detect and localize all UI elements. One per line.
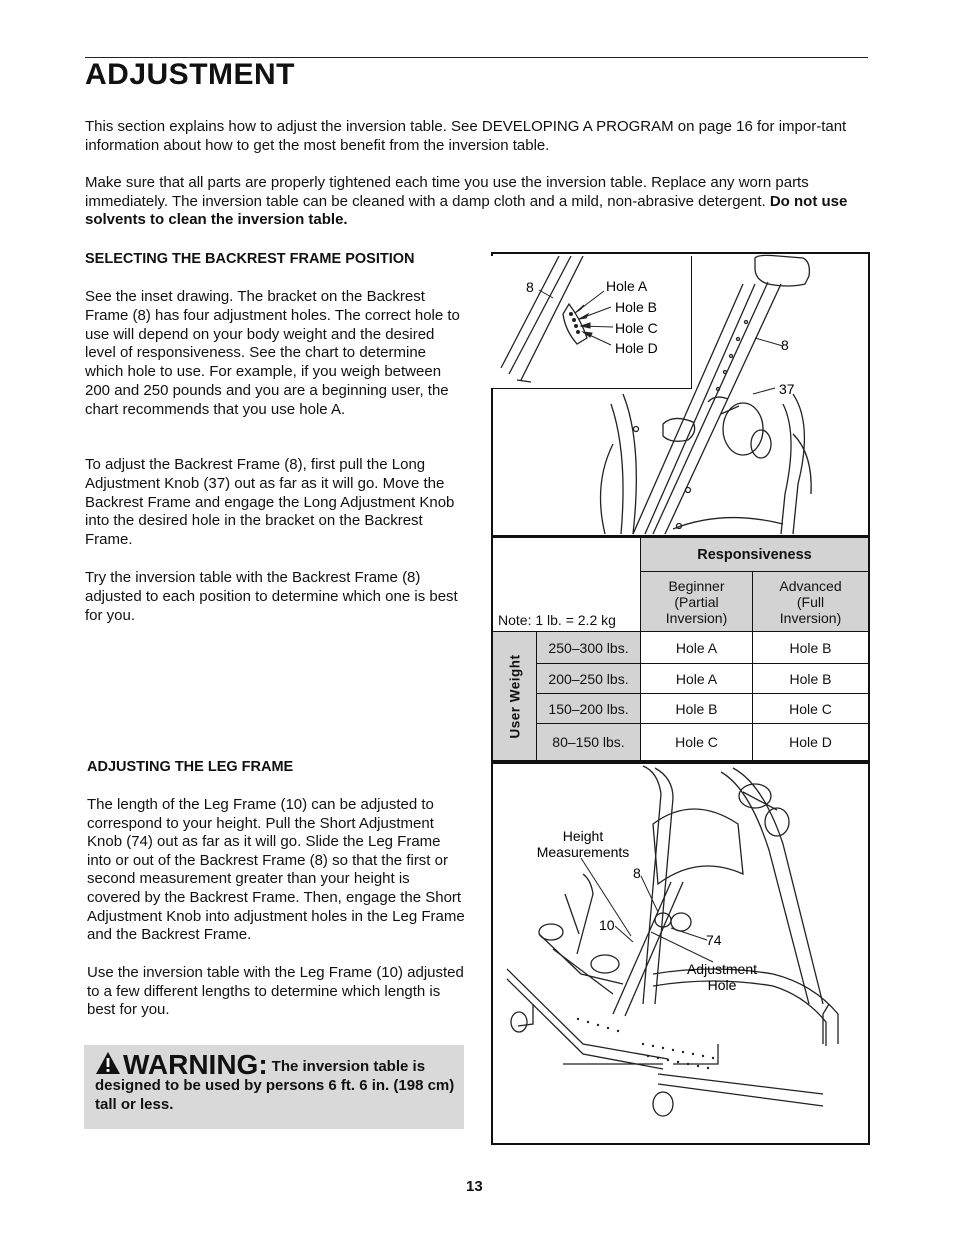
page-number: 13 [466,1178,483,1195]
intro-p2-bold: Do not use solvents to clean the inversion table. [85,192,848,229]
col-beginner-line2: (Partial [674,593,719,610]
row-1-beginner: Hole A [641,632,753,664]
col-advanced-line2: (Full [796,593,825,610]
responsiveness-chart [491,536,870,762]
row-1-weight: 250–300 lbs. [537,632,641,664]
backrest-paragraph-2: To adjust the Backrest Frame (8), first pull the Long Adjustment Knob (37) out as far as it will go. Move the Backrest Frame and engage the Long Adjustment Knob into the desired hole in the bracket on the Backrest Frame. [85,456,455,549]
col-beginner-line3: Inversion) [665,609,728,626]
backrest-paragraph-1: See the inset drawing. The bracket on the Backrest Frame (8) has four adjustment holes. The correct hole to use will depend on your body weight and the desired level of responsiveness. See the chart to determine which hole to use. For example, if you weigh between 200 and 250 pounds and you are a beginning user, the chart recommends that you use hole A. [85,288,460,418]
label-part-10: 10 [599,917,615,933]
leg-frame-illustration [493,764,868,1143]
leg-paragraph-1: The length of the Leg Frame (10) can be adjusted to correspond to your height. Pull the Short Adjustment Knob (74) out as far as it will go. Slide the Leg Frame into or out of the Backrest Frame (8) so that the first or second measurement greater than your height is covered by the Backrest Frame. Then, engage the Short Adjustment Knob into adjustment holes in the Leg Frame and the Backrest Frame. [87,796,465,944]
intro-p2-normal: Make sure that all parts are properly tightened each time you use the inversion table. Replace any worn parts immediately. The inversion table can be cleaned with a damp cloth and a mild, non-abrasive detergent. [85,174,809,210]
label-part-8: 8 [781,337,789,353]
intro-paragraph-1: This section explains how to adjust the inversion table. See DEVELOPING A PROGRAM on page 16 for impor-tant information about how to get the most benefit from the inversion table. [85,118,847,154]
row-2-weight: 200–250 lbs. [537,664,641,694]
row-4-beginner: Hole C [641,724,753,760]
warning-content [95,1051,455,1114]
row-2-beginner: Hole A [641,664,753,694]
col-beginner-line1: Beginner [668,577,725,594]
inset-label-part-8: 8 [526,279,534,295]
label-height-line2: Measurements [536,844,630,860]
page-title: ADJUSTMENT [85,58,296,91]
intro-paragraph-2 [85,174,870,230]
row-3-weight: 150–200 lbs. [537,694,641,724]
row-3-advanced: Hole C [753,694,868,724]
backrest-heading: SELECTING THE BACKREST FRAME POSITION [85,251,415,267]
label-adjust-line2: Hole [707,977,737,993]
chart-note: Note: 1 lb. = 2.2 kg [493,538,641,632]
label-hole-a: Hole A [606,278,648,294]
warning-triangle-icon [95,1051,121,1075]
chart-row-axis [493,632,537,760]
warning-text: The inversion table is designed to be used by persons 6 ft. 6 in. (198 cm) tall or less. [95,1058,455,1113]
label-part-74: 74 [706,932,722,948]
row-3-beginner: Hole B [641,694,753,724]
col-advanced-line1: Advanced [779,577,842,594]
backrest-paragraph-3: Try the inversion table with the Backrest Frame (8) adjusted to each position to determine which one is best for you. [85,569,458,624]
row-4-weight: 80–150 lbs. [537,724,641,760]
chart-col-beginner [641,572,753,632]
label-part-8-leg: 8 [633,865,641,881]
label-height-line1: Height [562,828,604,844]
leg-heading: ADJUSTING THE LEG FRAME [87,759,294,775]
row-2-advanced: Hole B [753,664,868,694]
label-adjust-line1: Adjustment [686,961,758,977]
chart-header-responsiveness: Responsiveness [641,538,868,572]
label-hole-c: Hole C [615,320,658,336]
label-hole-d: Hole D [615,340,658,356]
col-advanced-line3: Inversion) [779,609,842,626]
warning-box [84,1045,464,1129]
row-1-advanced: Hole B [753,632,868,664]
row-4-advanced: Hole D [789,734,832,750]
hole-inset [491,256,692,389]
leg-frame-figure [491,762,870,1145]
hole-bracket-illustration [491,256,691,388]
warning-word: WARNING: [123,1049,268,1080]
leg-paragraph-2: Use the inversion table with the Leg Frame (10) adjusted to a few different lengths to determine which length is best for you. [87,964,464,1019]
label-hole-b: Hole B [615,299,658,315]
row-axis-label: User Weight [507,653,523,739]
label-part-37: 37 [779,381,795,397]
chart-col-advanced [753,572,868,632]
